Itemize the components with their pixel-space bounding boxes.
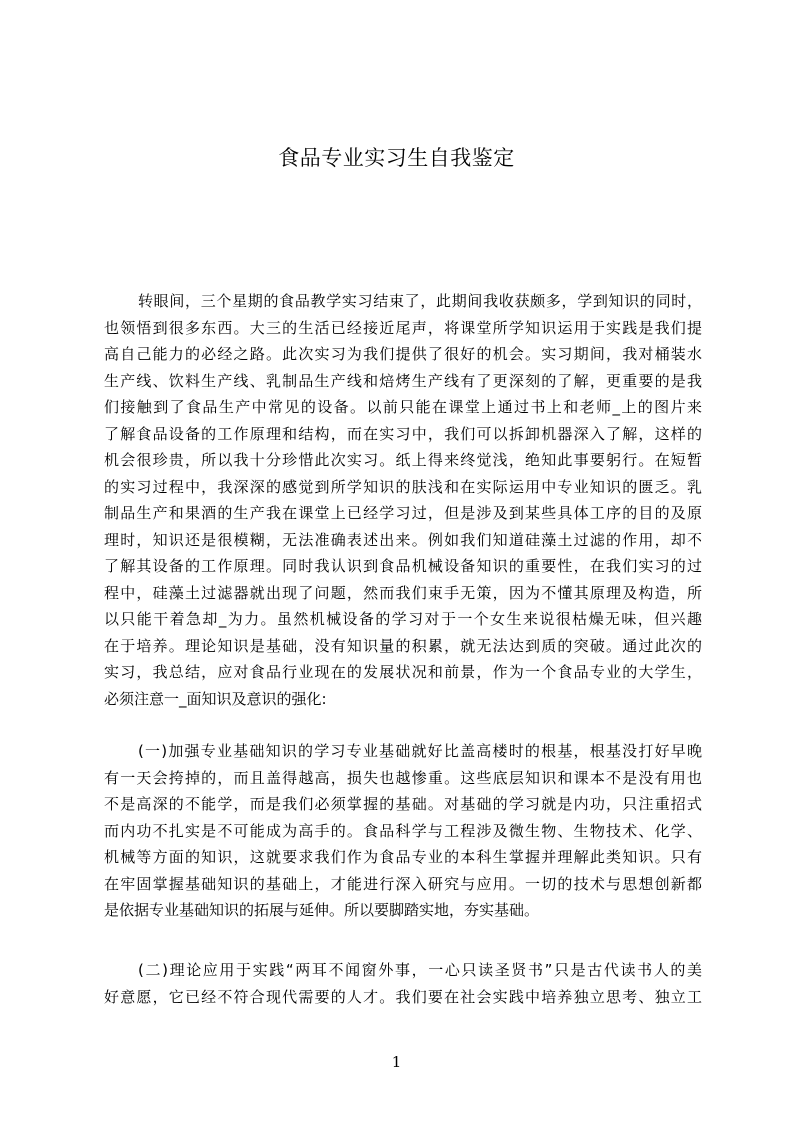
text-line: 在于培养。理论知识是基础，没有知识量的积累，就无法达到质的突破。通过此次的 xyxy=(104,636,702,655)
text-line: 机会很珍贵，所以我十分珍惜此次实习。纸上得来终觉浅，绝知此事要躬行。在短暂 xyxy=(104,451,702,469)
text-line: 也领悟到很多东西。大三的生活已经接近尾声，将课堂所学知识运用于实践是我们提 xyxy=(104,318,702,337)
text-line: 了解食品设备的工作原理和结构，而在实习中，我们可以拆卸机器深入了解，这样的 xyxy=(104,424,702,443)
paragraph-2 xyxy=(104,738,702,924)
text-line: (二)理论应用于实践“两耳不闻窗外事，一心只读圣贤书”只是古代读书人的美 xyxy=(138,961,702,979)
text-line: (一)加强专业基础知识的学习专业基础就好比盖高楼时的根基，根基没打好早晚 xyxy=(138,742,702,760)
text-line: 转眼间，三个星期的食品教学实习结束了，此期间我收获颇多，学到知识的同时， xyxy=(138,292,702,310)
text-line: 必须注意一_面知识及意识的强化: xyxy=(104,689,327,708)
text-line: 程中，硅藻土过滤器就出现了问题，然而我们束手无策，因为不懂其原理及构造，所 xyxy=(104,583,702,602)
text-line: 好意愿，它已经不符合现代需要的人才。我们要在社会实践中培养独立思考、独立工 xyxy=(104,987,702,1006)
text-line: 制品生产和果酒的生产我在课堂上已经学习过，但是涉及到某些具体工序的目的及原 xyxy=(104,504,702,522)
text-line: 们接触到了食品生产中常见的设备。以前只能在课堂上通过书上和老师_上的图片来 xyxy=(104,398,702,416)
text-line: 而内功不扎实是不可能成为高手的。食品科学与工程涉及微生物、生物技术、化学、 xyxy=(104,821,702,840)
text-line: 生产线、饮料生产线、乳制品生产线和焙烤生产线有了更深刻的了解，更重要的是我 xyxy=(104,371,702,390)
text-line: 机械等方面的知识，这就要求我们作为食品专业的本科生掌握并理解此类知识。只有 xyxy=(104,848,702,866)
text-line: 以只能干着急却_为力。虽然机械设备的学习对于一个女生来说很枯燥无味，但兴趣 xyxy=(104,610,702,628)
paragraph-1 xyxy=(104,288,702,712)
text-line: 不是高深的不能学，而是我们必须掌握的基础。对基础的学习就是内功，只注重招式 xyxy=(104,795,702,813)
page-number: 1 xyxy=(391,1053,402,1071)
text-line: 了解其设备的工作原理。同时我认识到食品机械设备知识的重要性，在我们实习的过 xyxy=(104,557,702,575)
text-line: 理时，知识还是很模糊，无法准确表述出来。例如我们知道硅藻土过滤的作用，却不 xyxy=(104,530,702,549)
text-line: 在牢固掌握基础知识的基础上，才能进行深入研究与应用。一切的技术与思想创新都 xyxy=(104,874,702,893)
text-line: 是依据专业基础知识的拓展与延伸。所以要脚踏实地，夯实基础。 xyxy=(104,901,540,919)
document-title: 食品专业实习生自我鉴定 xyxy=(278,146,515,170)
text-line: 有一天会挎掉的，而且盖得越高，损失也越惨重。这些底层知识和课本不是没有用也 xyxy=(104,768,702,787)
text-line: 的实习过程中，我深深的感觉到所学知识的肤浅和在实际运用中专业知识的匮乏。乳 xyxy=(104,477,702,496)
paragraph-3 xyxy=(104,957,702,1010)
text-line: 高自己能力的必经之路。此次实习为我们提供了很好的机会。实习期间，我对桶装水 xyxy=(104,345,702,363)
text-line: 实习，我总结，应对食品行业现在的发展状况和前景，作为一个食品专业的大学生， xyxy=(104,663,702,681)
